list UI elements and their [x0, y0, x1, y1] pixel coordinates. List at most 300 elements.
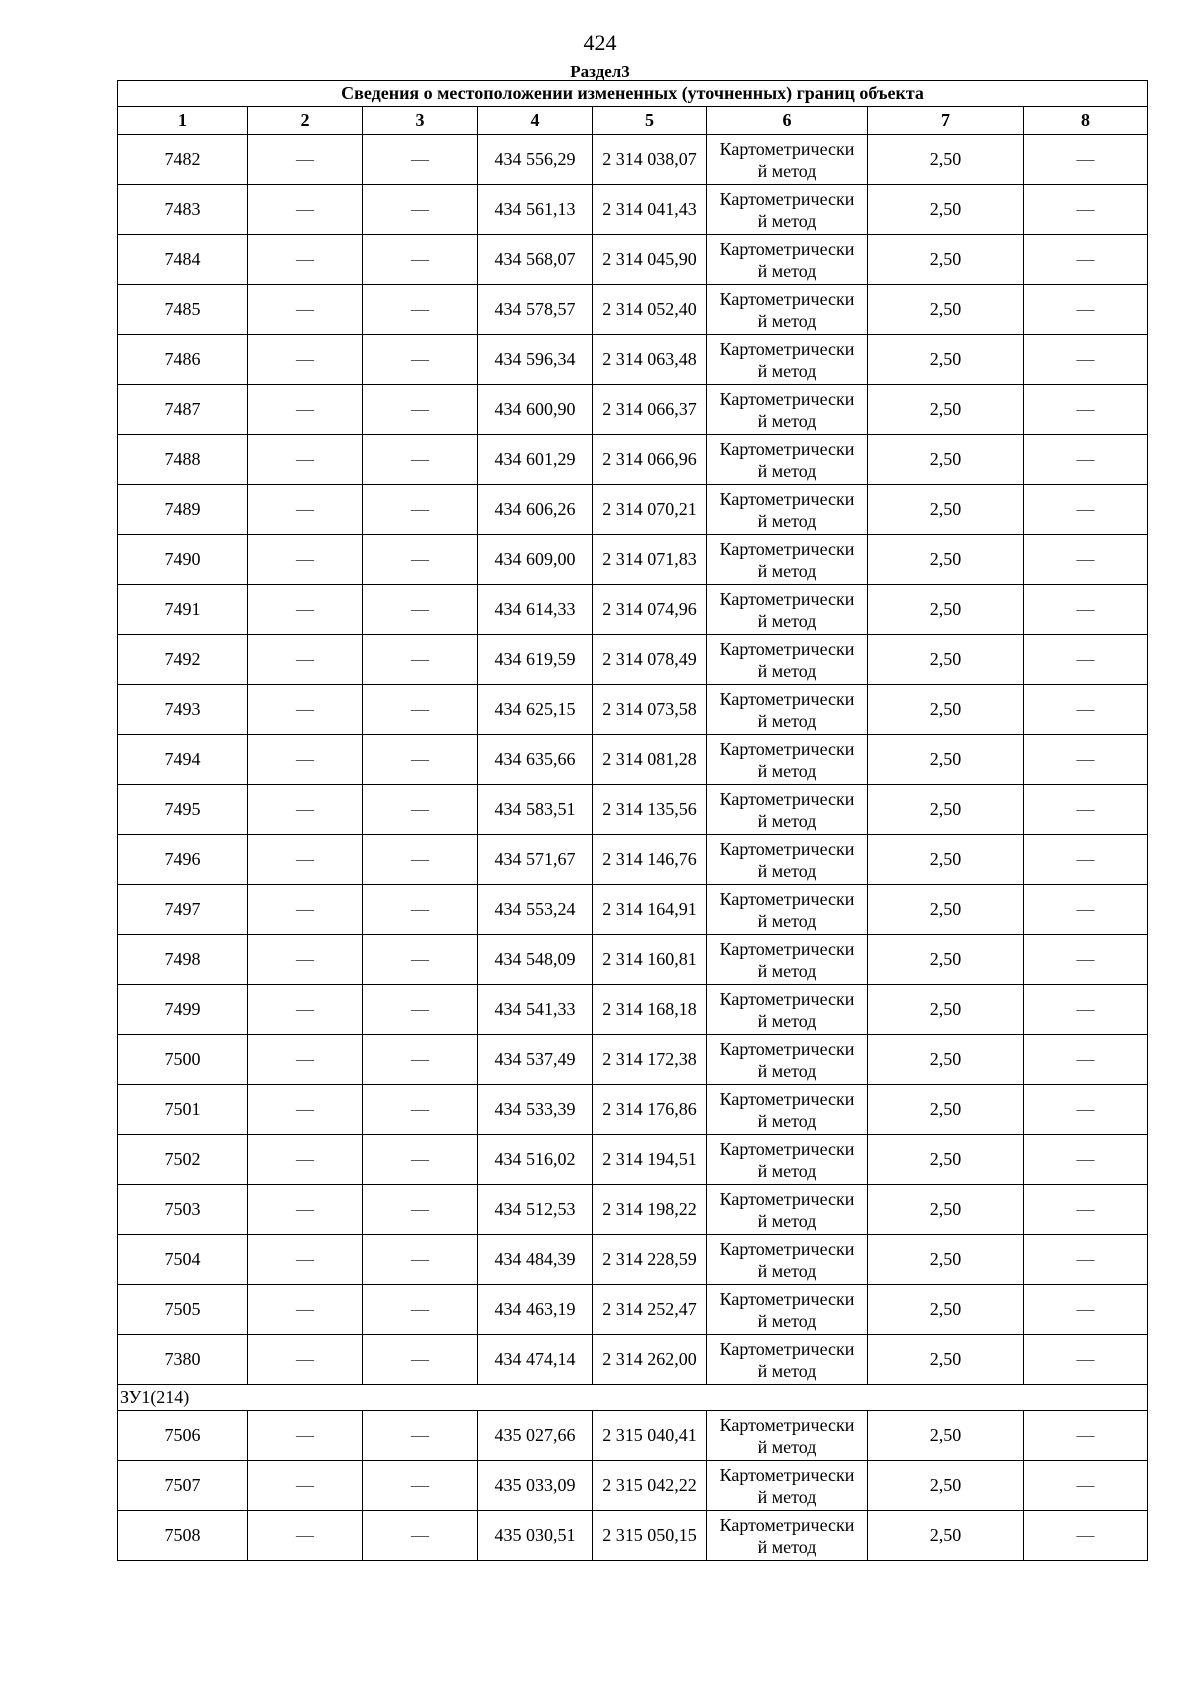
y-coordinate-cell: 2 314 176,86 — [593, 1085, 707, 1135]
dash-cell: — — [363, 1411, 478, 1461]
x-coordinate-cell: 434 556,29 — [478, 135, 593, 185]
group-label: ЗУ1(214) — [118, 1385, 1148, 1411]
table-row — [118, 1411, 1148, 1461]
point-id-cell: 7494 — [118, 735, 248, 785]
method-line-2: й метод — [757, 710, 817, 731]
dash-cell: — — [363, 985, 478, 1035]
point-id-cell: 7483 — [118, 185, 248, 235]
y-coordinate-cell: 2 314 071,83 — [593, 535, 707, 585]
method-line-1: Картометрически — [719, 488, 855, 509]
method-line-1: Картометрически — [719, 388, 855, 409]
dash-cell: — — [363, 335, 478, 385]
method-line-1: Картометрически — [719, 938, 855, 959]
method-line-1: Картометрически — [719, 888, 855, 909]
table-row — [118, 835, 1148, 885]
precision-cell: 2,50 — [868, 1335, 1024, 1385]
page-number: 424 — [583, 30, 617, 55]
dash-cell: — — [248, 1085, 363, 1135]
precision-cell: 2,50 — [868, 435, 1024, 485]
y-coordinate-cell: 2 314 194,51 — [593, 1135, 707, 1185]
precision-cell: 2,50 — [868, 335, 1024, 385]
precision-cell: 2,50 — [868, 685, 1024, 735]
x-coordinate-cell: 434 578,57 — [478, 285, 593, 335]
method-cell — [707, 1135, 868, 1185]
point-id-cell: 7488 — [118, 435, 248, 485]
column-header: 3 — [363, 107, 478, 135]
x-coordinate-cell: 434 516,02 — [478, 1135, 593, 1185]
table-row — [118, 585, 1148, 635]
precision-cell: 2,50 — [868, 385, 1024, 435]
table-row — [118, 1085, 1148, 1135]
precision-cell: 2,50 — [868, 285, 1024, 335]
method-line-1: Картометрически — [719, 1288, 855, 1309]
x-coordinate-cell: 435 030,51 — [478, 1511, 593, 1561]
dash-cell: — — [363, 185, 478, 235]
dash-cell: — — [248, 885, 363, 935]
method-line-1: Картометрически — [719, 738, 855, 759]
precision-cell: 2,50 — [868, 1411, 1024, 1461]
method-line-1: Картометрически — [719, 288, 855, 309]
precision-cell: 2,50 — [868, 935, 1024, 985]
dash-cell: — — [1024, 1411, 1148, 1461]
dash-cell: — — [363, 1035, 478, 1085]
dash-cell: — — [248, 1135, 363, 1185]
y-coordinate-cell: 2 314 078,49 — [593, 635, 707, 685]
dash-cell: — — [1024, 635, 1148, 685]
method-line-1: Картометрически — [719, 1338, 855, 1359]
table-row — [118, 135, 1148, 185]
y-coordinate-cell: 2 314 045,90 — [593, 235, 707, 285]
column-header: 1 — [118, 107, 248, 135]
method-line-2: й метод — [757, 1486, 817, 1507]
dash-cell: — — [363, 785, 478, 835]
method-cell — [707, 285, 868, 335]
method-cell — [707, 585, 868, 635]
x-coordinate-cell: 434 541,33 — [478, 985, 593, 1035]
method-line-1: Картометрически — [719, 1138, 855, 1159]
method-line-2: й метод — [757, 1010, 817, 1031]
method-line-1: Картометрически — [719, 438, 855, 459]
method-cell — [707, 1185, 868, 1235]
x-coordinate-cell: 434 583,51 — [478, 785, 593, 835]
method-line-2: й метод — [757, 1536, 817, 1557]
point-id-cell: 7487 — [118, 385, 248, 435]
y-coordinate-cell: 2 314 198,22 — [593, 1185, 707, 1235]
x-coordinate-cell: 434 474,14 — [478, 1335, 593, 1385]
y-coordinate-cell: 2 315 050,15 — [593, 1511, 707, 1561]
dash-cell: — — [248, 385, 363, 435]
precision-cell: 2,50 — [868, 1461, 1024, 1511]
dash-cell: — — [363, 1185, 478, 1235]
precision-cell: 2,50 — [868, 1085, 1024, 1135]
table-caption: Сведения о местоположении измененных (уточненных) границ объекта — [118, 81, 1148, 107]
x-coordinate-cell: 434 537,49 — [478, 1035, 593, 1085]
precision-cell: 2,50 — [868, 535, 1024, 585]
dash-cell: — — [363, 635, 478, 685]
dash-cell: — — [363, 235, 478, 285]
point-id-cell: 7495 — [118, 785, 248, 835]
table-row — [118, 235, 1148, 285]
y-coordinate-cell: 2 314 052,40 — [593, 285, 707, 335]
method-cell — [707, 835, 868, 885]
precision-cell: 2,50 — [868, 585, 1024, 635]
method-line-1: Картометрически — [719, 1464, 855, 1485]
x-coordinate-cell: 434 571,67 — [478, 835, 593, 885]
x-coordinate-cell: 434 568,07 — [478, 235, 593, 285]
method-line-2: й метод — [757, 660, 817, 681]
dash-cell: — — [363, 685, 478, 735]
precision-cell: 2,50 — [868, 1511, 1024, 1561]
method-line-2: й метод — [757, 610, 817, 631]
y-coordinate-cell: 2 314 164,91 — [593, 885, 707, 935]
method-cell — [707, 435, 868, 485]
precision-cell: 2,50 — [868, 1135, 1024, 1185]
column-header-row — [118, 107, 1148, 135]
method-line-1: Картометрически — [719, 538, 855, 559]
point-id-cell: 7493 — [118, 685, 248, 735]
dash-cell: — — [363, 835, 478, 885]
x-coordinate-cell: 435 027,66 — [478, 1411, 593, 1461]
point-id-cell: 7486 — [118, 335, 248, 385]
x-coordinate-cell: 434 601,29 — [478, 435, 593, 485]
method-line-1: Картометрически — [719, 188, 855, 209]
dash-cell: — — [1024, 685, 1148, 735]
y-coordinate-cell: 2 314 066,96 — [593, 435, 707, 485]
method-cell — [707, 1511, 868, 1561]
dash-cell: — — [248, 1035, 363, 1085]
column-header: 8 — [1024, 107, 1148, 135]
dash-cell: — — [248, 935, 363, 985]
table-row — [118, 635, 1148, 685]
dash-cell: — — [248, 1235, 363, 1285]
method-line-1: Картометрически — [719, 238, 855, 259]
dash-cell: — — [248, 985, 363, 1035]
method-cell — [707, 735, 868, 785]
dash-cell: — — [1024, 785, 1148, 835]
dash-cell: — — [363, 1285, 478, 1335]
section-title: Раздел3 — [570, 62, 630, 81]
y-coordinate-cell: 2 314 252,47 — [593, 1285, 707, 1335]
precision-cell: 2,50 — [868, 985, 1024, 1035]
point-id-cell: 7490 — [118, 535, 248, 585]
method-cell — [707, 635, 868, 685]
x-coordinate-cell: 434 553,24 — [478, 885, 593, 935]
dash-cell: — — [1024, 285, 1148, 335]
dash-cell: — — [1024, 235, 1148, 285]
dash-cell: — — [1024, 135, 1148, 185]
precision-cell: 2,50 — [868, 1035, 1024, 1085]
dash-cell: — — [248, 185, 363, 235]
x-coordinate-cell: 434 596,34 — [478, 335, 593, 385]
y-coordinate-cell: 2 314 070,21 — [593, 485, 707, 535]
column-header: 6 — [707, 107, 868, 135]
method-line-1: Картометрически — [719, 1414, 855, 1435]
point-id-cell: 7492 — [118, 635, 248, 685]
method-line-2: й метод — [757, 460, 817, 481]
method-line-2: й метод — [757, 860, 817, 881]
method-line-2: й метод — [757, 1210, 817, 1231]
point-id-cell: 7505 — [118, 1285, 248, 1335]
point-id-cell: 7380 — [118, 1335, 248, 1385]
method-line-1: Картометрически — [719, 1038, 855, 1059]
table-row — [118, 285, 1148, 335]
dash-cell: — — [363, 1335, 478, 1385]
method-line-2: й метод — [757, 1310, 817, 1331]
dash-cell: — — [1024, 385, 1148, 435]
x-coordinate-cell: 434 625,15 — [478, 685, 593, 735]
x-coordinate-cell: 434 606,26 — [478, 485, 593, 535]
dash-cell: — — [1024, 1285, 1148, 1335]
table-row — [118, 885, 1148, 935]
x-coordinate-cell: 434 600,90 — [478, 385, 593, 435]
method-line-1: Картометрически — [719, 1238, 855, 1259]
method-line-1: Картометрически — [719, 1514, 855, 1535]
method-line-2: й метод — [757, 960, 817, 981]
dash-cell: — — [248, 285, 363, 335]
dash-cell: — — [248, 735, 363, 785]
table-row — [118, 935, 1148, 985]
point-id-cell: 7499 — [118, 985, 248, 1035]
dash-cell: — — [1024, 1511, 1148, 1561]
precision-cell: 2,50 — [868, 1235, 1024, 1285]
y-coordinate-cell: 2 314 168,18 — [593, 985, 707, 1035]
dash-cell: — — [1024, 185, 1148, 235]
y-coordinate-cell: 2 315 042,22 — [593, 1461, 707, 1511]
y-coordinate-cell: 2 314 081,28 — [593, 735, 707, 785]
method-line-2: й метод — [757, 1360, 817, 1381]
point-id-cell: 7507 — [118, 1461, 248, 1511]
method-line-2: й метод — [757, 1060, 817, 1081]
table-row — [118, 485, 1148, 535]
table-row — [118, 535, 1148, 585]
point-id-cell: 7491 — [118, 585, 248, 635]
table-row — [118, 1461, 1148, 1511]
method-cell — [707, 135, 868, 185]
dash-cell: — — [363, 1235, 478, 1285]
method-cell — [707, 1035, 868, 1085]
method-line-2: й метод — [757, 210, 817, 231]
method-line-1: Картометрически — [719, 1188, 855, 1209]
dash-cell: — — [248, 1335, 363, 1385]
point-id-cell: 7500 — [118, 1035, 248, 1085]
dash-cell: — — [1024, 935, 1148, 985]
table-row — [118, 1511, 1148, 1561]
x-coordinate-cell: 434 561,13 — [478, 185, 593, 235]
x-coordinate-cell: 434 484,39 — [478, 1235, 593, 1285]
table-row — [118, 735, 1148, 785]
precision-cell: 2,50 — [868, 135, 1024, 185]
method-line-1: Картометрически — [719, 588, 855, 609]
x-coordinate-cell: 434 463,19 — [478, 1285, 593, 1335]
dash-cell: — — [1024, 1185, 1148, 1235]
dash-cell: — — [248, 1461, 363, 1511]
method-cell — [707, 1235, 868, 1285]
x-coordinate-cell: 434 619,59 — [478, 635, 593, 685]
method-cell — [707, 1411, 868, 1461]
dash-cell: — — [1024, 435, 1148, 485]
method-cell — [707, 985, 868, 1035]
dash-cell: — — [363, 535, 478, 585]
table-row — [118, 385, 1148, 435]
point-id-cell: 7496 — [118, 835, 248, 885]
y-coordinate-cell: 2 314 160,81 — [593, 935, 707, 985]
y-coordinate-cell: 2 314 073,58 — [593, 685, 707, 735]
dash-cell: — — [363, 935, 478, 985]
dash-cell: — — [248, 785, 363, 835]
y-coordinate-cell: 2 314 038,07 — [593, 135, 707, 185]
dash-cell: — — [248, 1285, 363, 1335]
point-id-cell: 7484 — [118, 235, 248, 285]
point-id-cell: 7482 — [118, 135, 248, 185]
x-coordinate-cell: 434 533,39 — [478, 1085, 593, 1135]
point-id-cell: 7501 — [118, 1085, 248, 1135]
precision-cell: 2,50 — [868, 485, 1024, 535]
dash-cell: — — [248, 685, 363, 735]
y-coordinate-cell: 2 314 066,37 — [593, 385, 707, 435]
column-header: 4 — [478, 107, 593, 135]
method-line-1: Картометрически — [719, 788, 855, 809]
dash-cell: — — [1024, 585, 1148, 635]
method-line-2: й метод — [757, 910, 817, 931]
y-coordinate-cell: 2 314 135,56 — [593, 785, 707, 835]
method-cell — [707, 235, 868, 285]
table-row — [118, 685, 1148, 735]
precision-cell: 2,50 — [868, 885, 1024, 935]
x-coordinate-cell: 434 609,00 — [478, 535, 593, 585]
x-coordinate-cell: 434 512,53 — [478, 1185, 593, 1235]
dash-cell: — — [1024, 835, 1148, 885]
method-line-2: й метод — [757, 1160, 817, 1181]
dash-cell: — — [1024, 1461, 1148, 1511]
point-id-cell: 7498 — [118, 935, 248, 985]
method-cell — [707, 1085, 868, 1135]
dash-cell: — — [363, 135, 478, 185]
method-line-1: Картометрически — [719, 688, 855, 709]
table-row — [118, 185, 1148, 235]
x-coordinate-cell: 434 548,09 — [478, 935, 593, 985]
method-cell — [707, 1461, 868, 1511]
dash-cell: — — [1024, 735, 1148, 785]
table-row — [118, 1285, 1148, 1335]
precision-cell: 2,50 — [868, 185, 1024, 235]
method-line-2: й метод — [757, 410, 817, 431]
method-line-1: Картометрически — [719, 138, 855, 159]
point-id-cell: 7489 — [118, 485, 248, 535]
method-line-2: й метод — [757, 360, 817, 381]
y-coordinate-cell: 2 314 074,96 — [593, 585, 707, 635]
method-cell — [707, 1285, 868, 1335]
point-id-cell: 7503 — [118, 1185, 248, 1235]
dash-cell: — — [248, 135, 363, 185]
point-id-cell: 7497 — [118, 885, 248, 935]
table-row — [118, 1135, 1148, 1185]
dash-cell: — — [248, 335, 363, 385]
method-cell — [707, 935, 868, 985]
method-cell — [707, 335, 868, 385]
precision-cell: 2,50 — [868, 235, 1024, 285]
method-cell — [707, 885, 868, 935]
table-body-before-group — [118, 135, 1148, 1385]
dash-cell: — — [363, 285, 478, 335]
dash-cell: — — [1024, 485, 1148, 535]
dash-cell: — — [363, 885, 478, 935]
dash-cell: — — [248, 1411, 363, 1461]
table-row — [118, 1235, 1148, 1285]
dash-cell: — — [363, 385, 478, 435]
method-line-2: й метод — [757, 810, 817, 831]
point-id-cell: 7508 — [118, 1511, 248, 1561]
method-line-2: й метод — [757, 160, 817, 181]
dash-cell: — — [363, 1511, 478, 1561]
dash-cell: — — [363, 585, 478, 635]
method-line-2: й метод — [757, 310, 817, 331]
dash-cell: — — [363, 1085, 478, 1135]
method-line-2: й метод — [757, 560, 817, 581]
precision-cell: 2,50 — [868, 785, 1024, 835]
y-coordinate-cell: 2 315 040,41 — [593, 1411, 707, 1461]
method-line-1: Картометрически — [719, 988, 855, 1009]
method-cell — [707, 1335, 868, 1385]
method-line-1: Картометрически — [719, 338, 855, 359]
point-id-cell: 7485 — [118, 285, 248, 335]
method-cell — [707, 785, 868, 835]
dash-cell: — — [1024, 985, 1148, 1035]
y-coordinate-cell: 2 314 063,48 — [593, 335, 707, 385]
dash-cell: — — [248, 535, 363, 585]
method-line-2: й метод — [757, 510, 817, 531]
dash-cell: — — [363, 1461, 478, 1511]
dash-cell: — — [248, 485, 363, 535]
dash-cell: — — [363, 435, 478, 485]
method-line-1: Картометрически — [719, 638, 855, 659]
dash-cell: — — [248, 435, 363, 485]
precision-cell: 2,50 — [868, 635, 1024, 685]
table-row — [118, 785, 1148, 835]
precision-cell: 2,50 — [868, 735, 1024, 785]
precision-cell: 2,50 — [868, 1285, 1024, 1335]
method-line-2: й метод — [757, 1436, 817, 1457]
y-coordinate-cell: 2 314 146,76 — [593, 835, 707, 885]
dash-cell: — — [363, 1135, 478, 1185]
dash-cell: — — [363, 485, 478, 535]
y-coordinate-cell: 2 314 228,59 — [593, 1235, 707, 1285]
method-line-2: й метод — [757, 1110, 817, 1131]
method-cell — [707, 535, 868, 585]
dash-cell: — — [248, 835, 363, 885]
dash-cell: — — [1024, 885, 1148, 935]
table-body-after-group — [118, 1411, 1148, 1561]
y-coordinate-cell: 2 314 262,00 — [593, 1335, 707, 1385]
table-row — [118, 335, 1148, 385]
method-cell — [707, 385, 868, 435]
column-header: 5 — [593, 107, 707, 135]
point-id-cell: 7506 — [118, 1411, 248, 1461]
method-line-2: й метод — [757, 1260, 817, 1281]
y-coordinate-cell: 2 314 041,43 — [593, 185, 707, 235]
dash-cell: — — [1024, 1335, 1148, 1385]
table-row — [118, 1185, 1148, 1235]
dash-cell: — — [248, 635, 363, 685]
dash-cell: — — [1024, 535, 1148, 585]
method-line-1: Картометрически — [719, 838, 855, 859]
method-cell — [707, 485, 868, 535]
x-coordinate-cell: 435 033,09 — [478, 1461, 593, 1511]
table-row — [118, 1335, 1148, 1385]
x-coordinate-cell: 434 635,66 — [478, 735, 593, 785]
y-coordinate-cell: 2 314 172,38 — [593, 1035, 707, 1085]
method-cell — [707, 185, 868, 235]
method-line-2: й метод — [757, 760, 817, 781]
